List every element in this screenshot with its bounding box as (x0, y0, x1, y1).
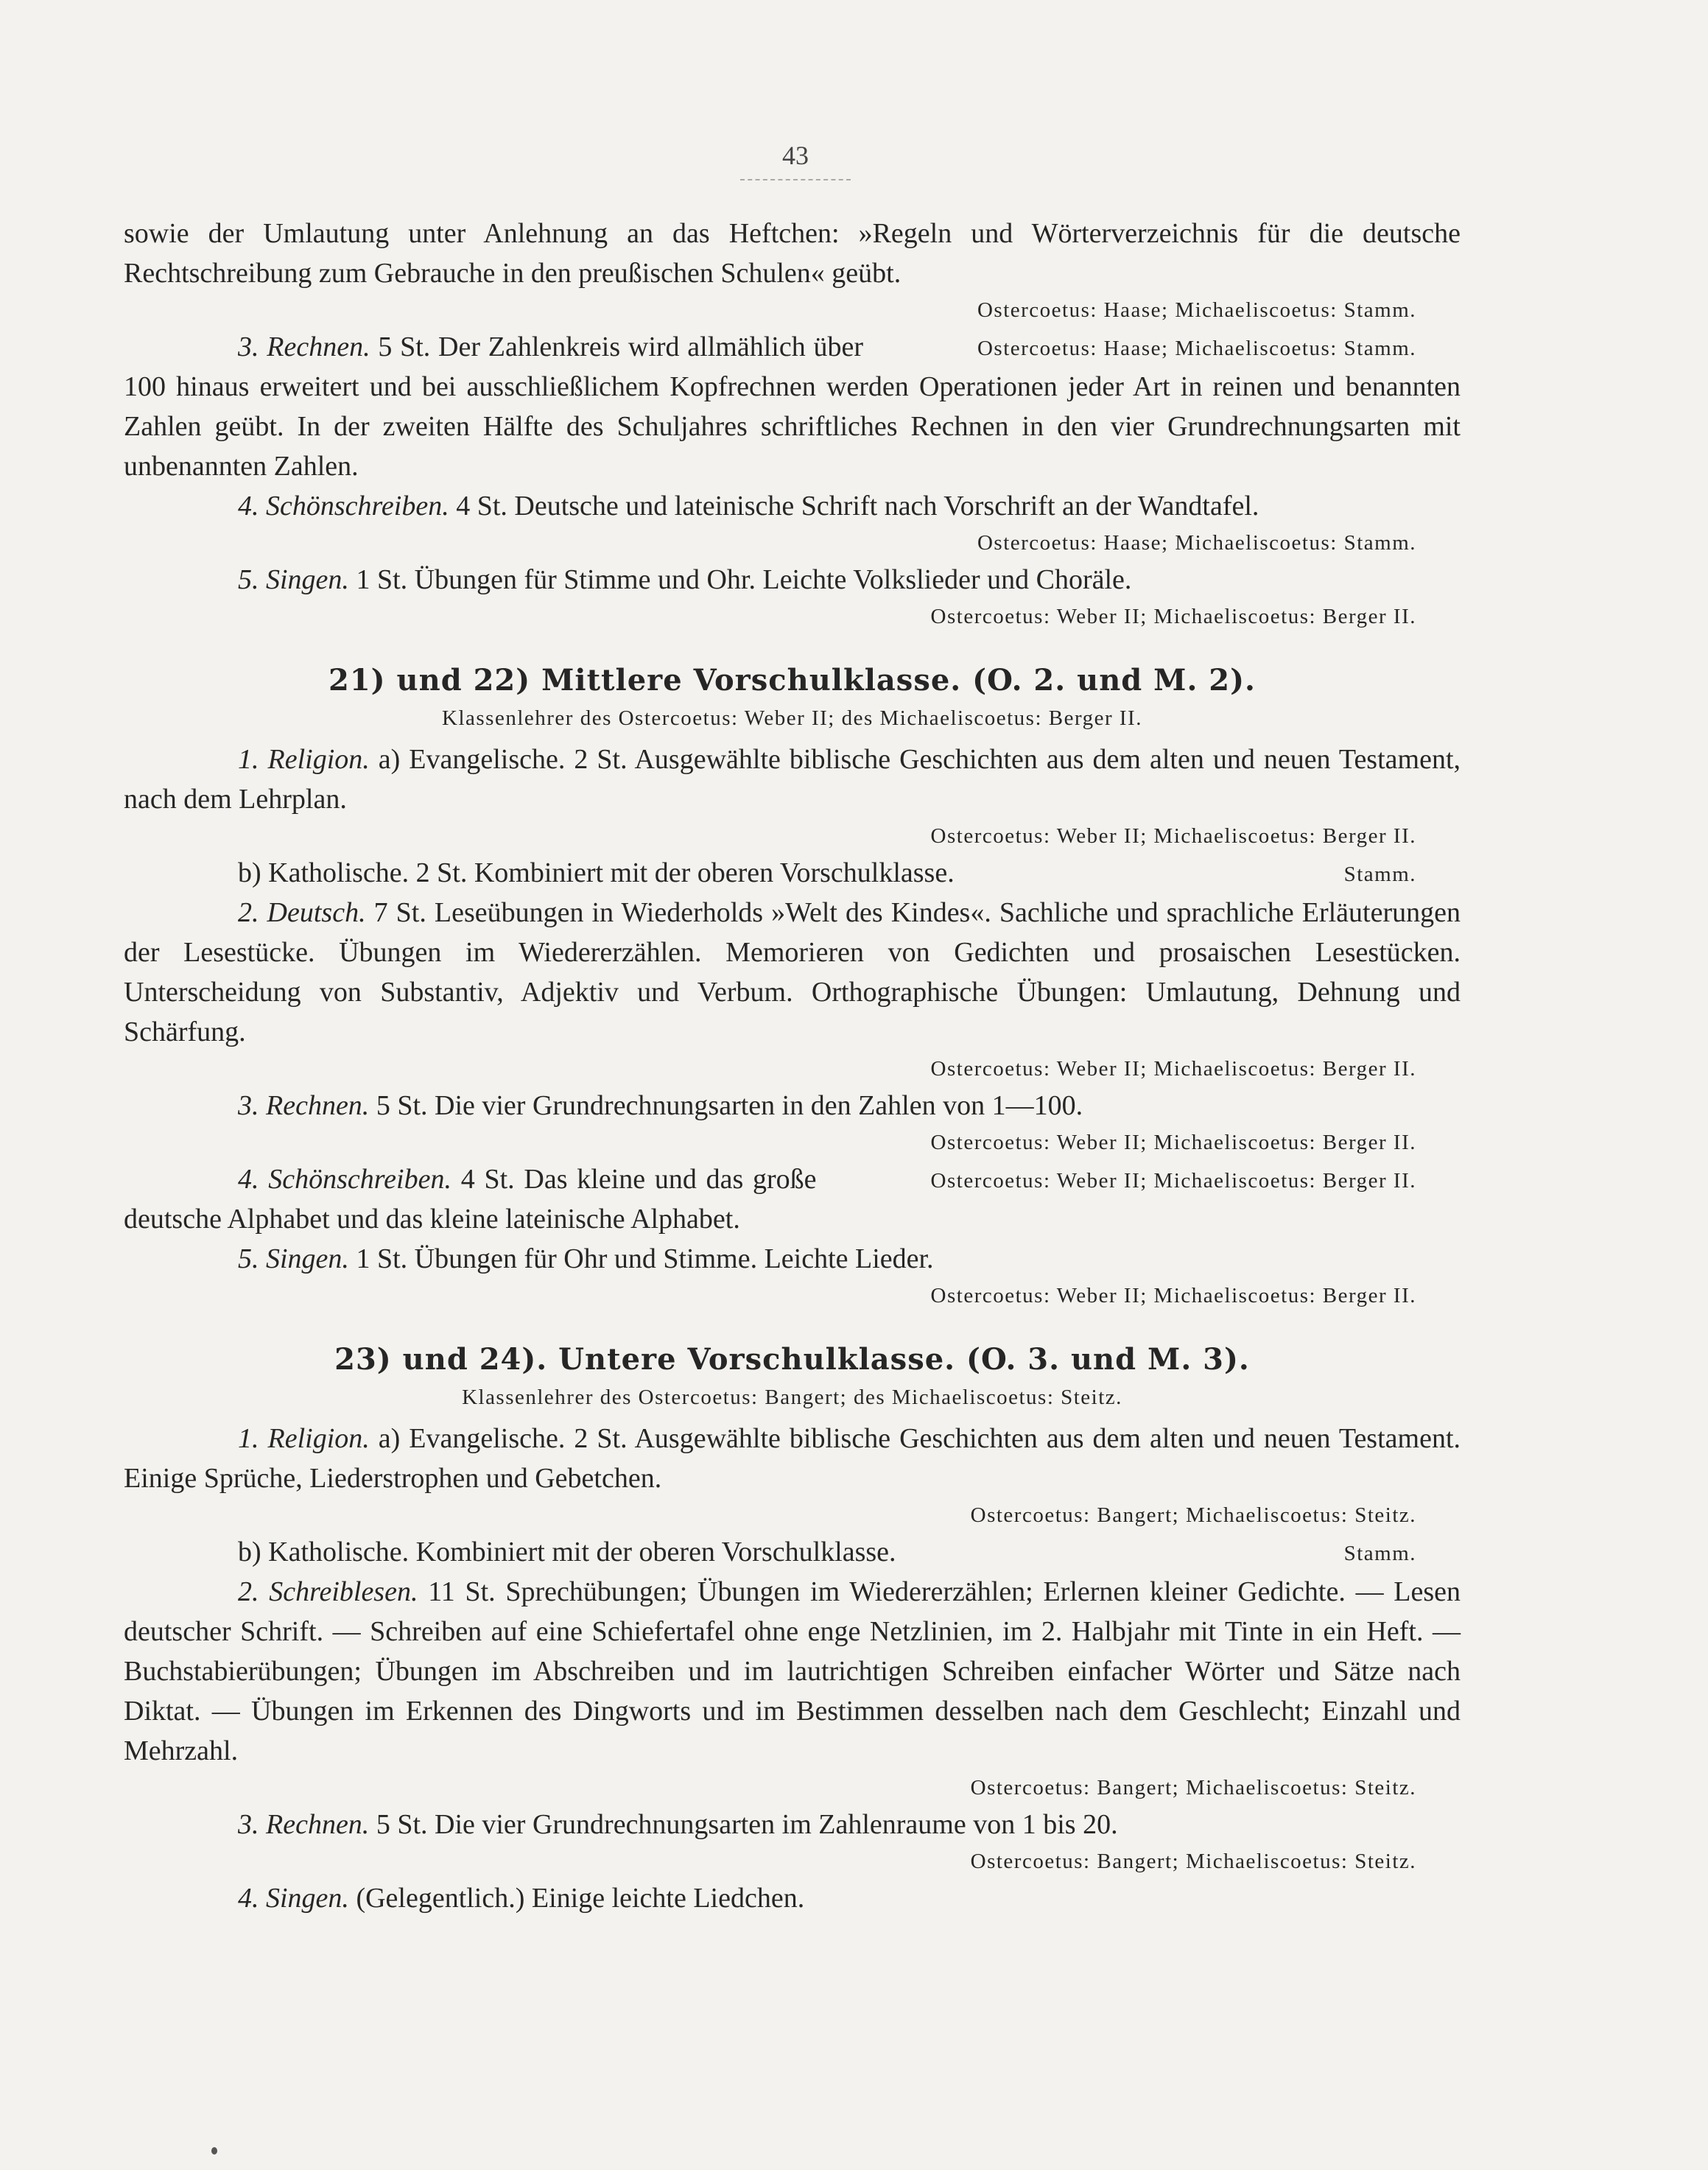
paragraph-text: b) Katholische. 2 St. Kombiniert mit der oberen Vorschulklasse. (238, 857, 955, 888)
paragraph-text: 5 St. Der Zahlenkreis wird allmählich über 100 hinaus erweitert und bei ausschließlichem Kopfrechnen werden Operationen jeder Art in reinen und benannten Zahlen geübt. In der zweiten Hälfte des Schuljahres schriftliches Rechnen in den vier Grundrechnungsarten mit unbenannten Zahlen. (124, 331, 1461, 482)
subject-number: 4. (238, 491, 266, 522)
paragraph (124, 893, 1461, 1052)
class-teachers-line: Klassenlehrer des Ostercoetus: Bangert; des Michaeliscoetus: Steitz. (462, 1386, 1122, 1409)
subject-name: Schönschreiben. (268, 1164, 461, 1195)
teacher-assignment: Ostercoetus: Haase; Michaeliscoetus: Stamm. (977, 298, 1416, 322)
subject-name: Deutsch. (267, 897, 374, 928)
paragraph (124, 1419, 1461, 1498)
paragraph-text: 4 St. Das kleine und das große deutsche Alphabet und das kleine lateinische Alphabet. (124, 1164, 817, 1235)
paragraph-text: b) Katholische. Kombiniert mit der oberen Vorschulklasse. (238, 1537, 896, 1567)
teacher-assignment: Ostercoetus: Weber II; Michaeliscoetus: Berger II. (930, 605, 1416, 628)
subject-name: Schreiblesen. (269, 1576, 429, 1607)
subject-number: 2. (238, 1576, 270, 1607)
paragraph-text: 4 St. Deutsche und lateinische Schrift nach Vorschrift an der Wandtafel. (456, 491, 1259, 522)
paragraph (124, 1878, 1461, 1918)
subject-number: 4. (238, 1164, 269, 1195)
document-body (124, 214, 1461, 1918)
subject-name: Religion. (267, 1423, 379, 1454)
paragraph (124, 1159, 1461, 1239)
paragraph (124, 853, 1461, 893)
paragraph (124, 214, 1461, 293)
paragraph (124, 560, 1461, 600)
paragraph-text: 1 St. Übungen für Stimme und Ohr. Leichte Volkslieder und Choräle. (356, 564, 1132, 595)
page-number-rule (740, 179, 851, 180)
class-teachers-line: Klassenlehrer des Ostercoetus: Weber II; des Michaeliscoetus: Berger II. (442, 706, 1142, 730)
section-heading: 23) und 24). Untere Vorschulklasse. (O. 3. und M. 3). (334, 1342, 1250, 1377)
teacher-assignment: Ostercoetus: Bangert; Michaeliscoetus: Steitz. (970, 1503, 1416, 1527)
paragraph-text: sowie der Umlautung unter Anlehnung an das Heftchen: »Regeln und Wörterverzeichnis für die deutsche Rechtschreibung zum Gebrauche in den preußischen Schulen« geübt. (124, 218, 1461, 289)
subject-number: 1. (238, 1423, 268, 1454)
subject-number: 5. (238, 564, 266, 595)
paragraph-text: a) Evangelische. 2 St. Ausgewählte biblische Geschichten aus dem alten und neuen Testament. Einige Sprüche, Liederstrophen und Gebetchen. (124, 1423, 1461, 1494)
teacher-assignment: Ostercoetus: Weber II; Michaeliscoetus: Berger II. (930, 1131, 1416, 1154)
subject-number: 3. (238, 331, 267, 362)
paragraph (124, 486, 1461, 526)
teacher-assignment: Stamm. (1343, 1542, 1416, 1565)
paragraph (124, 1239, 1461, 1279)
paragraph-text: a) Evangelische. 2 St. Ausgewählte biblische Geschichten aus dem alten und neuen Testament, nach dem Lehrplan. (124, 744, 1461, 815)
subject-number: 1. (238, 744, 268, 775)
paragraph (124, 1805, 1461, 1844)
subject-name: Singen. (266, 1883, 356, 1914)
paragraph-text: 11 St. Sprechübungen; Übungen im Wiedererzählen; Erlernen kleiner Gedichte. — Lesen deutscher Schrift. — Schreiben auf eine Schiefertafel ohne enge Netzlinien, im 2. Halbjahr mit Tinte in ein Heft. — Buchstabierübungen; Übungen im Abschreiben und im lautrichtigen Schreiben einfacher Wörter und Sätze nach Diktat. — Übungen im Erkennen des Dingworts und im Bestimmen desselben nach dem Geschlecht; Einzahl und Mehrzahl. (124, 1576, 1461, 1766)
teacher-assignment: Stamm. (1343, 863, 1416, 886)
paragraph-text: 5 St. Die vier Grundrechnungsarten im Zahlenraume von 1 bis 20. (376, 1809, 1118, 1840)
subject-name: Singen. (266, 564, 356, 595)
paragraph (124, 327, 1461, 486)
paragraph-text: (Gelegentlich.) Einige leichte Liedchen. (356, 1883, 805, 1914)
paragraph (124, 1572, 1461, 1771)
teacher-assignment: Ostercoetus: Weber II; Michaeliscoetus: Berger II. (930, 824, 1416, 848)
paragraph-text: 5 St. Die vier Grundrechnungsarten in den Zahlen von 1—100. (376, 1090, 1083, 1121)
paragraph (124, 740, 1461, 819)
subject-number: 4. (238, 1883, 266, 1914)
subject-name: Rechnen. (267, 331, 379, 362)
teacher-assignment: Ostercoetus: Haase; Michaeliscoetus: Stamm. (977, 531, 1416, 555)
paragraph-text: 7 St. Leseübungen in Wiederholds »Welt des Kindes«. Sachliche und sprachliche Erläuterungen der Lesestücke. Übungen im Wiedererzählen. Memorieren von Gedichten und prosaischen Lesestücken. Unterscheidung von Substantiv, Adjektiv und Verbum. Orthographische Übungen: Umlautung, Dehnung und Schärfung. (124, 897, 1461, 1047)
paragraph (124, 1532, 1461, 1572)
subject-number: 3. (238, 1809, 266, 1840)
teacher-assignment: Ostercoetus: Weber II; Michaeliscoetus: Berger II. (930, 1169, 1416, 1193)
section-heading: 21) und 22) Mittlere Vorschulklasse. (O. 2. und M. 2). (328, 663, 1256, 698)
teacher-assignment: Ostercoetus: Weber II; Michaeliscoetus: Berger II. (930, 1284, 1416, 1307)
subject-name: Rechnen. (266, 1090, 376, 1121)
subject-name: Rechnen. (266, 1809, 376, 1840)
subject-number: 3. (238, 1090, 266, 1121)
subject-name: Religion. (267, 744, 379, 775)
teacher-assignment: Ostercoetus: Bangert; Michaeliscoetus: Steitz. (970, 1776, 1416, 1799)
subject-name: Schönschreiben. (266, 491, 457, 522)
subject-name: Singen. (266, 1243, 356, 1274)
scan-speck (211, 2147, 217, 2155)
subject-number: 2. (238, 897, 267, 928)
subject-number: 5. (238, 1243, 266, 1274)
teacher-assignment: Ostercoetus: Haase; Michaeliscoetus: Stamm. (977, 337, 1416, 360)
teacher-assignment: Ostercoetus: Weber II; Michaeliscoetus: Berger II. (930, 1057, 1416, 1081)
teacher-assignment: Ostercoetus: Bangert; Michaeliscoetus: Steitz. (970, 1850, 1416, 1873)
paragraph-text: 1 St. Übungen für Ohr und Stimme. Leichte Lieder. (356, 1243, 934, 1274)
paragraph (124, 1086, 1461, 1126)
page-number: 43 (782, 141, 809, 170)
